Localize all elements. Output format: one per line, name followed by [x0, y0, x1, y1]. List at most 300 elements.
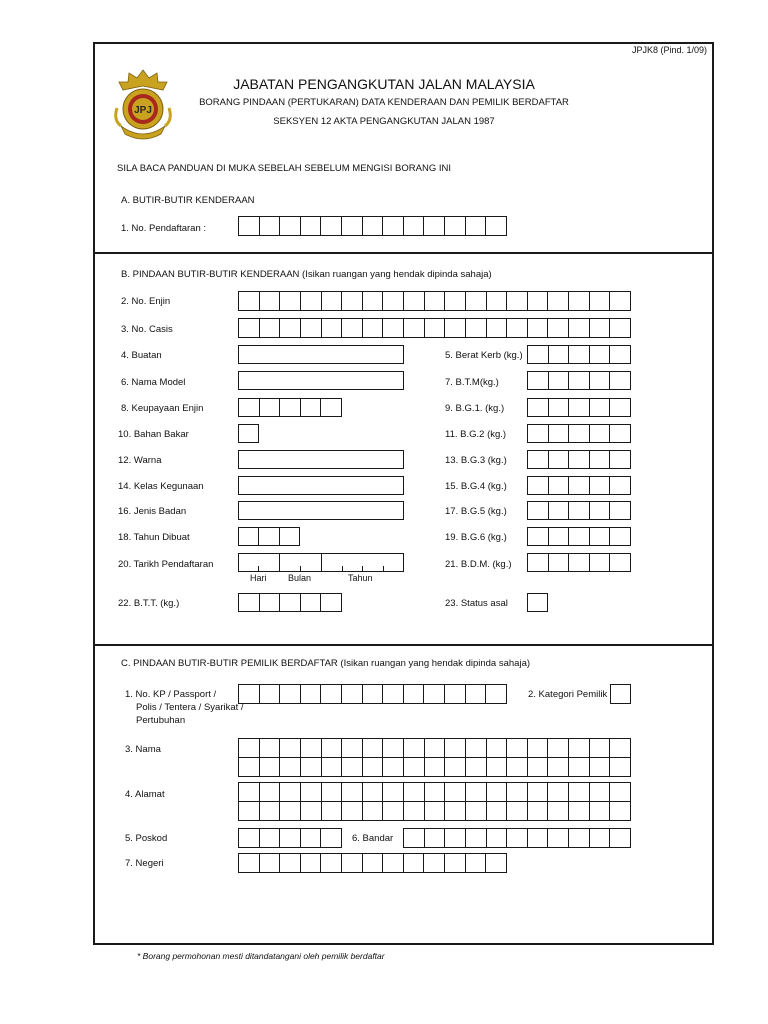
- label-jenis-badan: 16. Jenis Badan: [118, 506, 187, 517]
- char-cell[interactable]: [610, 758, 630, 776]
- char-cell[interactable]: [507, 319, 528, 337]
- char-cell[interactable]: [342, 739, 363, 757]
- char-cell[interactable]: [569, 477, 590, 494]
- date-hari-label: Hari: [250, 573, 267, 583]
- char-cell[interactable]: [549, 372, 570, 389]
- footnote: * Borang permohonan mesti ditandatangani oleh pemilik berdaftar: [137, 951, 385, 961]
- char-cell[interactable]: [383, 739, 404, 757]
- char-cell[interactable]: [486, 217, 506, 235]
- char-cell[interactable]: [404, 739, 425, 757]
- char-cell[interactable]: [260, 739, 281, 757]
- label-tarikh-pendaftaran: 20. Tarikh Pendaftaran: [118, 559, 214, 570]
- nama-model-input[interactable]: [238, 371, 404, 390]
- char-cell[interactable]: [445, 292, 466, 310]
- char-cell[interactable]: [466, 292, 487, 310]
- label-no-casis: 3. No. Casis: [121, 324, 173, 335]
- char-cell[interactable]: [548, 319, 569, 337]
- char-cell[interactable]: [507, 292, 528, 310]
- char-cell[interactable]: [610, 451, 630, 468]
- label-bandar: 6. Bandar: [352, 833, 394, 844]
- char-cell[interactable]: [383, 783, 404, 801]
- char-cell[interactable]: [610, 292, 630, 310]
- char-cell[interactable]: [239, 685, 260, 703]
- char-cell[interactable]: [322, 739, 343, 757]
- char-cell[interactable]: [487, 319, 508, 337]
- char-cell[interactable]: [280, 802, 301, 820]
- char-cell[interactable]: [445, 802, 466, 820]
- char-cell[interactable]: [590, 425, 611, 442]
- char-cell[interactable]: [445, 739, 466, 757]
- char-cell[interactable]: [260, 802, 281, 820]
- char-cell[interactable]: [610, 399, 630, 416]
- char-cell[interactable]: [569, 451, 590, 468]
- char-cell[interactable]: [590, 802, 611, 820]
- char-cell[interactable]: [569, 758, 590, 776]
- char-cell[interactable]: [301, 292, 322, 310]
- char-cell[interactable]: [528, 554, 549, 571]
- char-cell[interactable]: [404, 217, 425, 235]
- char-cell[interactable]: [383, 217, 404, 235]
- char-cell[interactable]: [466, 802, 487, 820]
- char-cell[interactable]: [487, 758, 508, 776]
- instruction-text: SILA BACA PANDUAN DI MUKA SEBELAH SEBELUM MENGISI BORANG INI: [117, 163, 451, 174]
- char-cell[interactable]: [528, 451, 549, 468]
- char-cell[interactable]: [322, 758, 343, 776]
- char-cell[interactable]: [487, 802, 508, 820]
- char-cell[interactable]: [590, 783, 611, 801]
- char-cell[interactable]: [590, 372, 611, 389]
- keupayaan-enjin-input[interactable]: [238, 398, 342, 417]
- label-keupayaan-enjin: 8. Keupayaan Enjin: [121, 403, 204, 414]
- char-cell[interactable]: [280, 594, 301, 611]
- char-cell[interactable]: [590, 554, 611, 571]
- char-cell[interactable]: [280, 783, 301, 801]
- char-cell[interactable]: [342, 802, 363, 820]
- char-cell[interactable]: [424, 217, 445, 235]
- char-cell[interactable]: [528, 802, 549, 820]
- nama-input-row1[interactable]: [238, 738, 631, 758]
- label-btm: 7. B.T.M(kg.): [445, 377, 499, 388]
- char-cell[interactable]: [466, 685, 487, 703]
- char-cell[interactable]: [301, 319, 322, 337]
- char-cell[interactable]: [610, 802, 630, 820]
- char-cell[interactable]: [487, 292, 508, 310]
- char-cell[interactable]: [260, 783, 281, 801]
- char-cell[interactable]: [280, 319, 301, 337]
- char-cell[interactable]: [301, 829, 322, 847]
- char-cell[interactable]: [528, 739, 549, 757]
- char-cell[interactable]: [528, 346, 549, 363]
- char-cell[interactable]: [610, 319, 630, 337]
- char-cell[interactable]: [569, 802, 590, 820]
- char-cell[interactable]: [383, 292, 404, 310]
- char-cell[interactable]: [507, 783, 528, 801]
- char-cell[interactable]: [239, 594, 260, 611]
- char-cell[interactable]: [445, 217, 466, 235]
- label-bg5: 17. B.G.5 (kg.): [445, 506, 507, 517]
- poskod-input[interactable]: [238, 828, 342, 848]
- char-cell[interactable]: [610, 425, 630, 442]
- char-cell[interactable]: [321, 217, 342, 235]
- label-no-enjin: 2. No. Enjin: [121, 296, 171, 307]
- char-cell[interactable]: [528, 829, 549, 847]
- char-cell[interactable]: [610, 528, 630, 545]
- char-cell[interactable]: [507, 829, 528, 847]
- char-cell[interactable]: [569, 372, 590, 389]
- char-cell[interactable]: [528, 502, 549, 519]
- form-subtitle: BORANG PINDAAN (PERTUKARAN) DATA KENDERAAN DAN PEMILIK BERDAFTAR: [199, 97, 569, 108]
- char-cell[interactable]: [239, 292, 260, 310]
- char-cell[interactable]: [363, 783, 384, 801]
- char-cell[interactable]: [549, 477, 570, 494]
- date-tahun-label: Tahun: [348, 573, 373, 583]
- no-enjin-input[interactable]: [238, 291, 631, 311]
- char-cell[interactable]: [507, 802, 528, 820]
- char-cell[interactable]: [528, 528, 549, 545]
- label-berat-kerb: 5. Berat Kerb (kg.): [445, 350, 523, 361]
- char-cell[interactable]: [487, 829, 508, 847]
- char-cell[interactable]: [610, 554, 630, 571]
- kategori-pemilik-input[interactable]: [610, 684, 631, 704]
- char-cell[interactable]: [528, 425, 549, 442]
- svg-text:JPJ: JPJ: [134, 105, 152, 116]
- char-cell[interactable]: [548, 758, 569, 776]
- char-cell[interactable]: [466, 854, 487, 872]
- char-cell[interactable]: [487, 739, 508, 757]
- char-cell[interactable]: [342, 292, 363, 310]
- char-cell[interactable]: [487, 783, 508, 801]
- char-cell[interactable]: [528, 783, 549, 801]
- char-cell[interactable]: [569, 399, 590, 416]
- char-cell[interactable]: [404, 292, 425, 310]
- char-cell[interactable]: [590, 346, 611, 363]
- no-casis-input[interactable]: [238, 318, 631, 338]
- char-cell[interactable]: [569, 739, 590, 757]
- char-cell[interactable]: [239, 739, 260, 757]
- label-tahun-dibuat: 18. Tahun Dibuat: [118, 532, 190, 543]
- char-cell[interactable]: [466, 217, 487, 235]
- kelas-kegunaan-input[interactable]: [238, 476, 404, 495]
- char-cell[interactable]: [239, 758, 260, 776]
- char-cell[interactable]: [301, 685, 322, 703]
- section-a-title: A. BUTIR-BUTIR KENDERAAN: [121, 195, 255, 206]
- label-bg4: 15. B.G.4 (kg.): [445, 481, 507, 492]
- char-cell[interactable]: [363, 685, 384, 703]
- char-cell[interactable]: [486, 854, 506, 872]
- label-nama: 3. Nama: [125, 744, 161, 755]
- char-cell[interactable]: [280, 528, 299, 545]
- char-cell[interactable]: [424, 854, 445, 872]
- char-cell[interactable]: [590, 758, 611, 776]
- char-cell[interactable]: [466, 739, 487, 757]
- alamat-input-row2[interactable]: [238, 801, 631, 821]
- char-cell[interactable]: [528, 292, 549, 310]
- label-no-kp-line1: 1. No. KP / Passport /: [125, 689, 217, 700]
- char-cell[interactable]: [280, 685, 301, 703]
- section-b-frame: [93, 252, 714, 646]
- label-negeri: 7. Negeri: [125, 858, 164, 869]
- negeri-input[interactable]: [238, 853, 507, 873]
- label-poskod: 5. Poskod: [125, 833, 168, 844]
- label-kelas-kegunaan: 14. Kelas Kegunaan: [118, 481, 204, 492]
- char-cell[interactable]: [321, 594, 341, 611]
- char-cell[interactable]: [425, 802, 446, 820]
- char-cell[interactable]: [590, 319, 611, 337]
- bandar-input[interactable]: [403, 828, 631, 848]
- char-cell[interactable]: [342, 319, 363, 337]
- char-cell[interactable]: [239, 829, 260, 847]
- char-cell[interactable]: [260, 854, 281, 872]
- char-cell[interactable]: [383, 685, 404, 703]
- char-cell[interactable]: [260, 292, 281, 310]
- label-kategori-pemilik: 2. Kategori Pemilik: [528, 689, 608, 700]
- bg6-input[interactable]: [527, 527, 631, 546]
- char-cell[interactable]: [549, 554, 570, 571]
- bg5-input[interactable]: [527, 501, 631, 520]
- char-cell[interactable]: [239, 802, 260, 820]
- char-cell[interactable]: [466, 829, 487, 847]
- tahun-dibuat-input[interactable]: [238, 527, 300, 546]
- label-bg1: 9. B.G.1. (kg.): [445, 403, 505, 414]
- berat-kerb-input[interactable]: [527, 345, 631, 364]
- char-cell[interactable]: [590, 502, 611, 519]
- char-cell[interactable]: [363, 319, 384, 337]
- no-pendaftaran-input[interactable]: [238, 216, 507, 236]
- char-cell[interactable]: [528, 758, 549, 776]
- char-cell[interactable]: [549, 399, 570, 416]
- no-kp-input[interactable]: [238, 684, 507, 704]
- char-cell[interactable]: [466, 783, 487, 801]
- label-no-kp-line3: Pertubuhan: [136, 715, 186, 726]
- char-cell[interactable]: [569, 346, 590, 363]
- char-cell[interactable]: [590, 829, 611, 847]
- char-cell[interactable]: [363, 854, 384, 872]
- char-cell[interactable]: [342, 758, 363, 776]
- char-cell[interactable]: [590, 451, 611, 468]
- char-cell[interactable]: [322, 292, 343, 310]
- char-cell[interactable]: [445, 319, 466, 337]
- label-no-kp-line2: Polis / Tentera / Syarikat /: [136, 702, 244, 713]
- char-cell[interactable]: [239, 217, 260, 235]
- char-cell[interactable]: [260, 685, 281, 703]
- bg3-input[interactable]: [527, 450, 631, 469]
- char-cell[interactable]: [549, 451, 570, 468]
- bg2-input[interactable]: [527, 424, 631, 443]
- char-cell[interactable]: [610, 502, 630, 519]
- char-cell[interactable]: [548, 783, 569, 801]
- label-buatan: 4. Buatan: [121, 350, 162, 361]
- char-cell[interactable]: [507, 739, 528, 757]
- char-cell[interactable]: [445, 685, 466, 703]
- char-cell[interactable]: [301, 217, 322, 235]
- char-cell[interactable]: [528, 372, 549, 389]
- char-cell[interactable]: [363, 217, 384, 235]
- warna-input[interactable]: [238, 450, 404, 469]
- char-cell[interactable]: [528, 399, 549, 416]
- bg4-input[interactable]: [527, 476, 631, 495]
- char-cell[interactable]: [549, 502, 570, 519]
- char-cell[interactable]: [280, 399, 301, 416]
- char-cell[interactable]: [322, 783, 343, 801]
- char-cell[interactable]: [425, 319, 446, 337]
- char-cell[interactable]: [404, 319, 425, 337]
- char-cell[interactable]: [569, 829, 590, 847]
- char-cell[interactable]: [322, 319, 343, 337]
- char-cell[interactable]: [548, 739, 569, 757]
- char-cell[interactable]: [445, 783, 466, 801]
- char-cell[interactable]: [260, 758, 281, 776]
- char-cell[interactable]: [383, 802, 404, 820]
- char-cell[interactable]: [425, 829, 446, 847]
- char-cell[interactable]: [610, 372, 630, 389]
- char-cell[interactable]: [321, 829, 341, 847]
- char-cell[interactable]: [260, 399, 281, 416]
- label-bg2: 11. B.G.2 (kg.): [445, 429, 507, 440]
- char-cell[interactable]: [404, 685, 425, 703]
- status-asal-input[interactable]: [527, 593, 548, 612]
- char-cell[interactable]: [425, 758, 446, 776]
- char-cell[interactable]: [549, 425, 570, 442]
- char-cell[interactable]: [280, 292, 301, 310]
- buatan-input[interactable]: [238, 345, 404, 364]
- char-cell[interactable]: [342, 854, 363, 872]
- char-cell[interactable]: [260, 217, 281, 235]
- char-cell[interactable]: [321, 399, 341, 416]
- char-cell[interactable]: [610, 829, 630, 847]
- char-cell[interactable]: [590, 477, 611, 494]
- char-cell[interactable]: [445, 758, 466, 776]
- char-cell[interactable]: [569, 425, 590, 442]
- char-cell[interactable]: [239, 854, 260, 872]
- char-cell[interactable]: [569, 554, 590, 571]
- label-nama-model: 6. Nama Model: [121, 377, 186, 388]
- char-cell[interactable]: [363, 739, 384, 757]
- date-bulan-label: Bulan: [288, 573, 312, 583]
- char-cell[interactable]: [569, 783, 590, 801]
- char-cell[interactable]: [610, 739, 630, 757]
- char-cell[interactable]: [301, 594, 322, 611]
- btm-input[interactable]: [527, 371, 631, 390]
- char-cell[interactable]: [590, 399, 611, 416]
- char-cell[interactable]: [239, 399, 260, 416]
- char-cell[interactable]: [404, 783, 425, 801]
- char-cell[interactable]: [404, 829, 425, 847]
- char-cell[interactable]: [321, 854, 342, 872]
- char-cell[interactable]: [528, 319, 549, 337]
- char-cell[interactable]: [280, 854, 301, 872]
- char-cell[interactable]: [383, 758, 404, 776]
- char-cell[interactable]: [486, 685, 506, 703]
- bdm-input[interactable]: [527, 553, 631, 572]
- char-cell[interactable]: [363, 758, 384, 776]
- char-cell[interactable]: [280, 217, 301, 235]
- bahan-bakar-input[interactable]: [238, 424, 259, 443]
- section-b-title: B. PINDAAN BUTIR-BUTIR KENDERAAN (Isikan ruangan yang hendak dipinda sahaja): [121, 269, 492, 280]
- char-cell[interactable]: [280, 758, 301, 776]
- label-bahan-bakar: 10. Bahan Bakar: [118, 429, 189, 440]
- char-cell[interactable]: [569, 292, 590, 310]
- char-cell[interactable]: [445, 854, 466, 872]
- char-cell[interactable]: [322, 802, 343, 820]
- char-cell[interactable]: [548, 292, 569, 310]
- char-cell[interactable]: [259, 528, 279, 545]
- char-cell[interactable]: [260, 829, 281, 847]
- char-cell[interactable]: [528, 477, 549, 494]
- char-cell[interactable]: [342, 685, 363, 703]
- char-cell[interactable]: [342, 217, 363, 235]
- label-bdm: 21. B.D.M. (kg.): [445, 559, 512, 570]
- char-cell[interactable]: [260, 594, 281, 611]
- jenis-badan-input[interactable]: [238, 501, 404, 520]
- char-cell[interactable]: [590, 739, 611, 757]
- char-cell[interactable]: [424, 685, 445, 703]
- char-cell[interactable]: [569, 502, 590, 519]
- char-cell[interactable]: [425, 292, 446, 310]
- bg1-input[interactable]: [527, 398, 631, 417]
- char-cell[interactable]: [569, 528, 590, 545]
- char-cell[interactable]: [590, 292, 611, 310]
- label-alamat: 4. Alamat: [125, 789, 165, 800]
- act-reference: SEKSYEN 12 AKTA PENGANGKUTAN JALAN 1987: [273, 116, 495, 127]
- char-cell[interactable]: [548, 802, 569, 820]
- char-cell[interactable]: [301, 758, 322, 776]
- alamat-input-row1[interactable]: [238, 782, 631, 802]
- char-cell[interactable]: [280, 739, 301, 757]
- char-cell[interactable]: [404, 758, 425, 776]
- char-cell[interactable]: [280, 829, 301, 847]
- char-cell[interactable]: [383, 854, 404, 872]
- label-btt: 22. B.T.T. (kg.): [118, 598, 180, 609]
- char-cell[interactable]: [507, 758, 528, 776]
- char-cell[interactable]: [260, 319, 281, 337]
- char-cell[interactable]: [549, 346, 570, 363]
- label-bg3: 13. B.G.3 (kg.): [445, 455, 507, 466]
- char-cell[interactable]: [425, 783, 446, 801]
- char-cell[interactable]: [466, 319, 487, 337]
- char-cell[interactable]: [301, 802, 322, 820]
- char-cell[interactable]: [569, 319, 590, 337]
- page-title: JABATAN PENGANGKUTAN JALAN MALAYSIA: [233, 76, 535, 92]
- char-cell[interactable]: [342, 783, 363, 801]
- char-cell[interactable]: [590, 528, 611, 545]
- char-cell[interactable]: [466, 758, 487, 776]
- char-cell[interactable]: [301, 739, 322, 757]
- char-cell[interactable]: [425, 739, 446, 757]
- char-cell[interactable]: [239, 528, 259, 545]
- char-cell[interactable]: [239, 783, 260, 801]
- char-cell[interactable]: [383, 319, 404, 337]
- char-cell[interactable]: [321, 685, 342, 703]
- char-cell[interactable]: [548, 829, 569, 847]
- char-cell[interactable]: [301, 854, 322, 872]
- btt-input[interactable]: [238, 593, 342, 612]
- char-cell[interactable]: [549, 528, 570, 545]
- char-cell[interactable]: [301, 399, 322, 416]
- char-cell[interactable]: [239, 319, 260, 337]
- char-cell[interactable]: [363, 292, 384, 310]
- char-cell[interactable]: [404, 802, 425, 820]
- char-cell[interactable]: [610, 783, 630, 801]
- char-cell[interactable]: [610, 477, 630, 494]
- char-cell[interactable]: [445, 829, 466, 847]
- char-cell[interactable]: [301, 783, 322, 801]
- label-bg6: 19. B.G.6 (kg.): [445, 532, 507, 543]
- nama-input-row2[interactable]: [238, 757, 631, 777]
- char-cell[interactable]: [404, 854, 425, 872]
- char-cell[interactable]: [610, 346, 630, 363]
- char-cell[interactable]: [363, 802, 384, 820]
- label-no-pendaftaran: 1. No. Pendaftaran :: [121, 223, 207, 234]
